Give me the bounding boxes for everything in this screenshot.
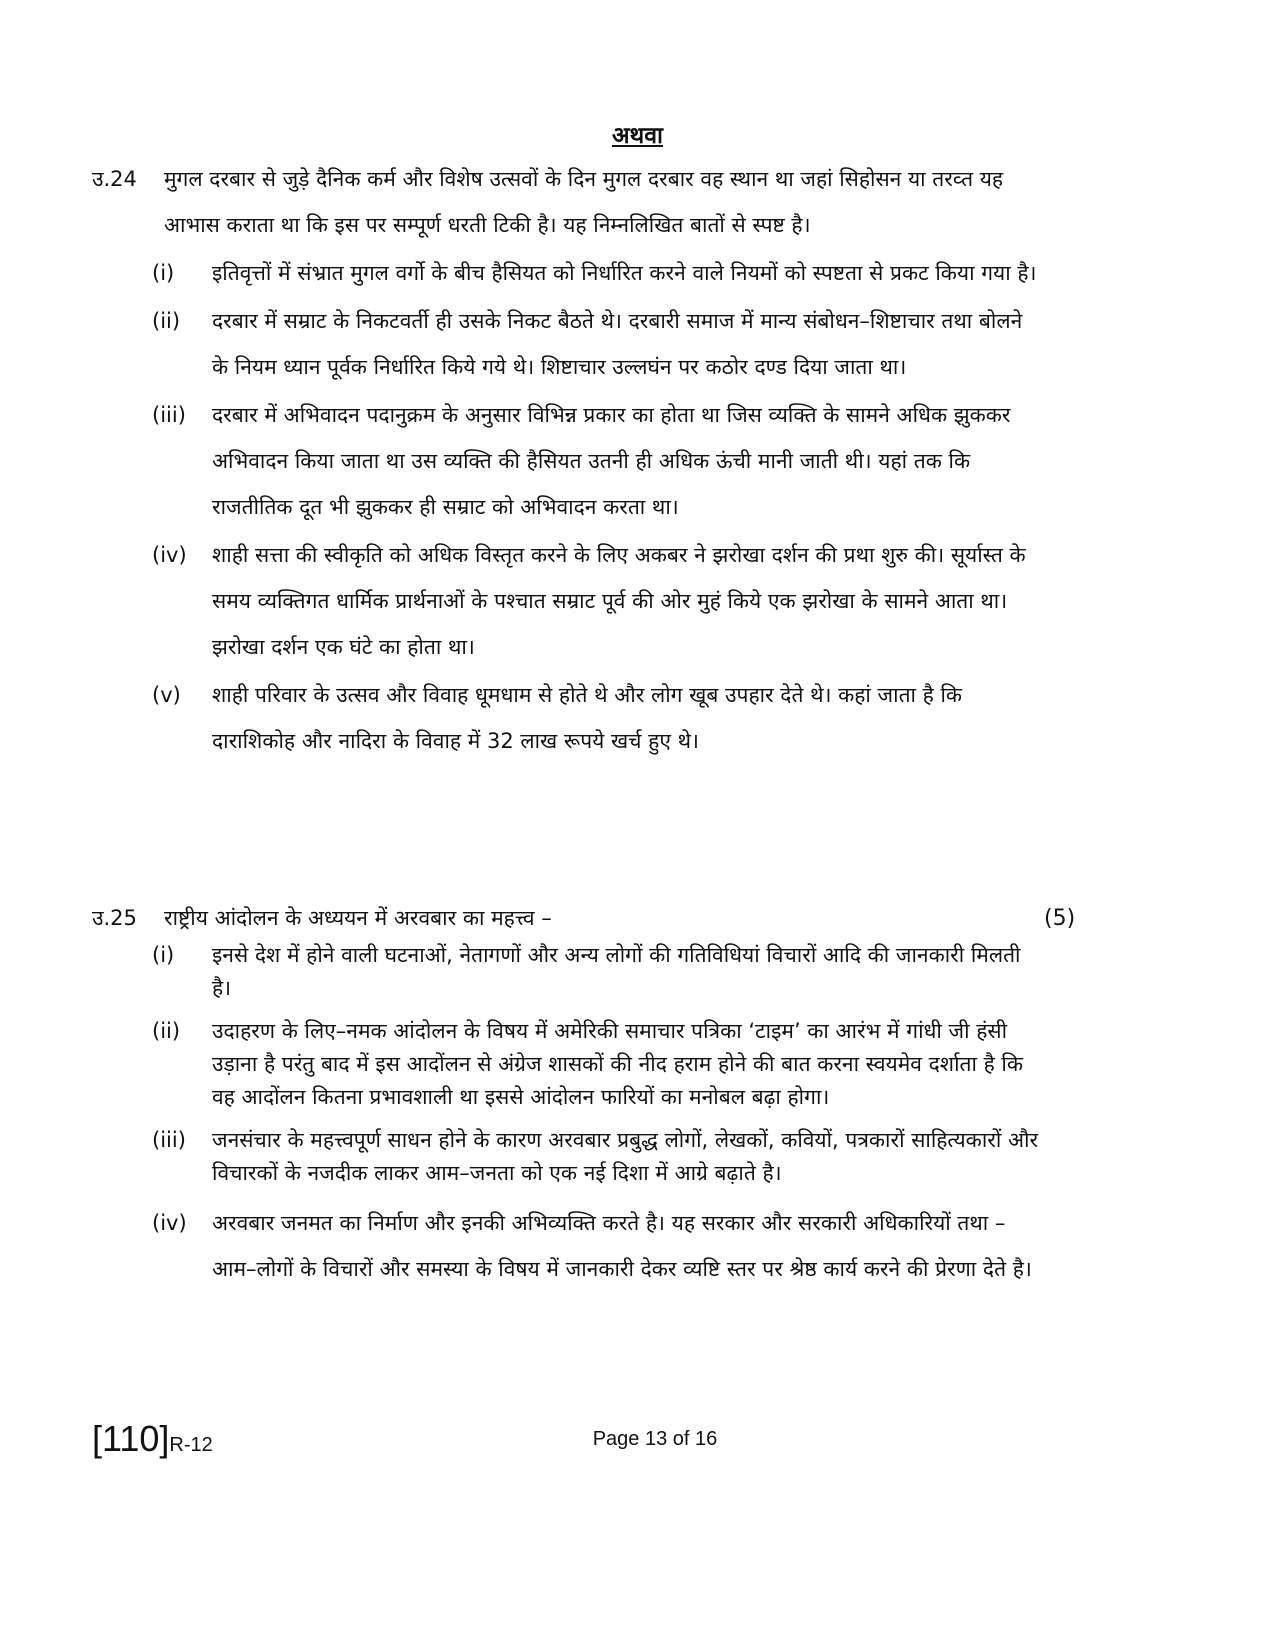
answer-25-list — [152, 939, 1042, 1292]
list-item-text: इनसे देश में होने वाली घटनाओं, नेतागणों और अन्य लोगों की गतिविधियां विचारों आदि की जानकारी मिलती है। — [212, 943, 1021, 1000]
list-item-text: शाही सत्ता की स्वीकृति को अधिक विस्तृत करने के लिए अकबर ने झरोखा दर्शन की प्रथा शुरु की। सूर्यास्त के समय व्यक्तिगत धार्मिक प्रार्थनाओं के पश्चात सम्राट पूर्व की ओर मुहं किये एक झरोखा के सामने आता था। झरोखा दर्शन एक घंटे का होता था। — [212, 543, 1026, 659]
list-item-text: जनसंचार के महत्त्वपूर्ण साधन होने के कारण अरवबार प्रबुद्ध लोगों, लेखकों, कवियों, पत्रकारों साहित्यकारों और विचारकों के नजदीक लाकर आम–जनता को एक नई दिशा में आग्रे बढ़ाते है। — [212, 1128, 1039, 1185]
list-item-number: (v) — [152, 683, 181, 707]
page-number: Page 13 of 16 — [592, 1428, 718, 1450]
list-item-number: (ii) — [152, 309, 181, 333]
answer-24-intro-row — [92, 156, 1092, 248]
list-item — [152, 250, 1042, 296]
answer-24-list — [152, 250, 1042, 764]
list-item-number: (iv) — [152, 1211, 187, 1235]
list-item-number: (iii) — [152, 403, 186, 427]
list-item-number: (i) — [152, 261, 175, 285]
paper-code-suffix: R-12 — [169, 1434, 213, 1456]
answer-number: उ.25 — [92, 906, 137, 930]
list-item-text: दरबार में सम्राट के निकटवर्ती ही उसके निकट बैठते थे। दरबारी समाज में मान्य संबोधन–शिष्टाचार तथा बोलने के नियम ध्यान पूर्वक निर्धारित किये गये थे। शिष्टाचार उल्लघंन पर कठोर दण्ड दिया जाता था। — [212, 309, 1023, 379]
list-item-text: उदाहरण के लिए–नमक आंदोलन के विषय में अमेरिकी समाचार पत्रिका ‘टाइम’ का आरंभ में गांधी जी हंसी उड़ाना है परंतु बाद में इस आदोंलन से अंग्रेज शासकों की नीद हराम होने की बात करना स्वयमेव दर्शाता है कि वह आदोंलन कितना प्रभावशाली था इससे आंदोलन फारियों का मनोबल बढ़ा होगा। — [212, 1019, 1023, 1109]
answer-25 — [92, 902, 1092, 1292]
list-item-text: शाही परिवार के उत्सव और विवाह धूमधाम से होते थे और लोग खूब उपहार देते थे। कहां जाता है कि दाराशिकोह और नादिरा के विवाह में 32 लाख रूपये खर्च हुए थे। — [212, 683, 963, 753]
list-item — [152, 1124, 1042, 1190]
section-heading: अथवा — [611, 123, 663, 149]
answer-25-intro: राष्ट्रीय आंदोलन के अध्ययन में अरवबार का महत्त्व – — [164, 906, 552, 930]
list-item — [152, 939, 1042, 1005]
answer-24 — [92, 156, 1092, 764]
list-item-text: दरबार में अभिवादन पदानुक्रम के अनुसार विभिन्न प्रकार का होता था जिस व्यक्ति के सामने अधिक झुककर अभिवादन किया जाता था उस व्यक्ति की हैसियत उतनी ही अधिक ऊंची मानी जाती थी। यहां तक कि राजतीतिक दूत भी झुककर ही सम्राट को अभिवादन करता था। — [212, 403, 1011, 519]
answer-24-intro: मुगल दरबार से जुड़े दैनिक कर्म और विशेष उत्सवों के दिन मुगल दरबार वह स्थान था जहां सिहोसन या तरव्त यह आभास कराता था कि इस पर सम्पूर्ण धरती टिकी है। यह निम्नलिखित बातों से स्पष्ट है। — [164, 167, 1004, 237]
marks-label: (5) — [1044, 906, 1076, 931]
list-item — [152, 392, 1042, 530]
list-item — [152, 298, 1042, 390]
answer-25-intro-row — [92, 902, 1092, 935]
list-item — [152, 1200, 1042, 1292]
list-item — [152, 1015, 1042, 1114]
answer-number: उ.24 — [92, 167, 137, 191]
list-item-number: (i) — [152, 943, 175, 967]
list-item — [152, 532, 1042, 670]
list-item-number: (iii) — [152, 1128, 186, 1152]
list-item-text: इतिवृत्तों में संभ्रात मुगल वर्गो के बीच हैसियत को निर्धारित करने वाले नियमों को स्पष्टता से प्रकट किया गया है। — [212, 261, 1037, 285]
list-item-number: (ii) — [152, 1019, 181, 1043]
list-item-text: अरवबार जनमत का निर्माण और इनकी अभिव्यक्ति करते है। यह सरकार और सरकारी अधिकारियों तथा – आम–लोगों के विचारों और समस्या के विषय में जानकारी देकर व्यष्टि स्तर पर श्रेष्ठ कार्य करने की प्रेरणा देते है। — [212, 1211, 1032, 1281]
list-item-number: (iv) — [152, 543, 187, 567]
paper-code-number: [110] — [92, 1418, 170, 1459]
list-item — [152, 672, 1042, 764]
